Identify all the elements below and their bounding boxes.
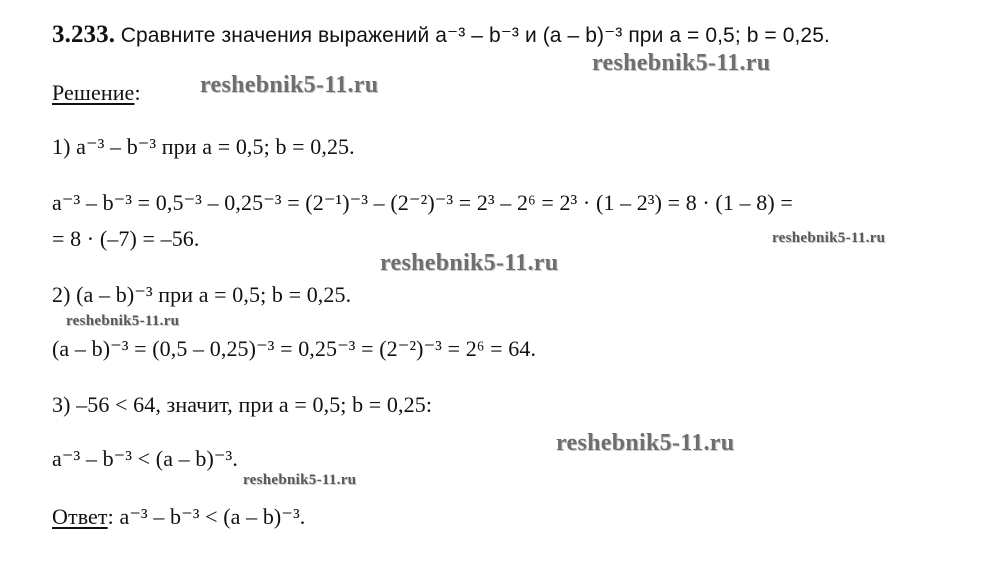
watermark: reshebnik5-11.ru	[200, 72, 379, 98]
step-1-calc-line-1: a⁻³ – b⁻³ = 0,5⁻³ – 0,25⁻³ = (2⁻¹)⁻³ – (2⁻²)⁻³ = 2³ – 2⁶ = 2³ · (1 – 2³) = 8 · (1 – 8) =	[52, 190, 793, 215]
step-3-result: a⁻³ – b⁻³ < (a – b)⁻³.	[52, 446, 238, 471]
watermark: reshebnik5-11.ru	[772, 230, 886, 246]
answer-label: Ответ	[52, 504, 108, 529]
answer-line	[52, 504, 305, 530]
step-1-title: 1) a⁻³ – b⁻³ при a = 0,5; b = 0,25.	[52, 134, 355, 159]
solution-colon: :	[134, 80, 141, 105]
problem-statement: Сравните значения выражений a⁻³ – b⁻³ и (a – b)⁻³ при a = 0,5; b = 0,25.	[120, 24, 830, 47]
step-3-title: 3) –56 < 64, значит, при a = 0,5; b = 0,25:	[52, 392, 433, 417]
step-2-calc: (a – b)⁻³ = (0,5 – 0,25)⁻³ = 0,25⁻³ = (2⁻²)⁻³ = 2⁶ = 64.	[52, 336, 537, 361]
solution-label: Решение	[52, 80, 135, 105]
step-1-calc-line-2: = 8 · (–7) = –56.	[52, 226, 200, 251]
step-2-title: 2) (a – b)⁻³ при a = 0,5; b = 0,25.	[52, 282, 352, 307]
problem-header	[52, 22, 830, 49]
solution-heading	[52, 80, 141, 106]
watermark: reshebnik5-11.ru	[380, 250, 559, 276]
watermark: reshebnik5-11.ru	[556, 430, 735, 456]
watermark: reshebnik5-11.ru	[243, 472, 357, 488]
watermark: reshebnik5-11.ru	[66, 313, 180, 329]
problem-number: 3.233.	[52, 21, 116, 48]
watermark: reshebnik5-11.ru	[592, 50, 771, 76]
answer-text: : a⁻³ – b⁻³ < (a – b)⁻³.	[107, 504, 306, 529]
